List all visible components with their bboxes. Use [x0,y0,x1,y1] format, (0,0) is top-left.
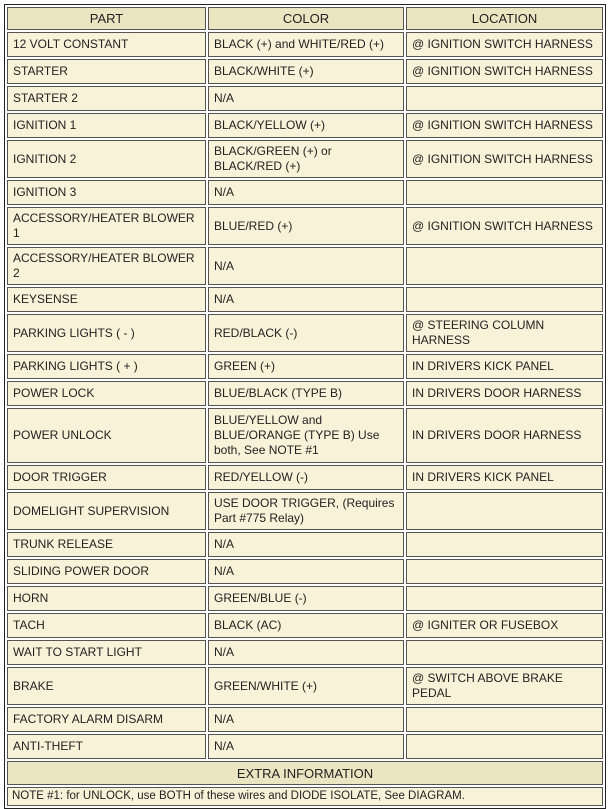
table-row [7,640,603,665]
color-cell: USE DOOR TRIGGER, (Requires Part #775 Relay) [208,492,404,530]
table-row [7,532,603,557]
part-cell: POWER LOCK [7,381,206,406]
color-cell: N/A [208,86,404,111]
table-row [7,287,603,312]
location-cell [406,707,603,732]
part-cell: SLIDING POWER DOOR [7,559,206,584]
location-cell [406,180,603,205]
location-cell: @ IGNITION SWITCH HARNESS [406,140,603,178]
color-cell: N/A [208,287,404,312]
column-header-location: LOCATION [406,7,603,30]
part-cell: ACCESSORY/HEATER BLOWER 2 [7,247,206,285]
color-cell: N/A [208,180,404,205]
table-row [7,140,603,178]
table-row [7,492,603,530]
part-cell: PARKING LIGHTS ( + ) [7,354,206,379]
color-cell: BLACK/YELLOW (+) [208,113,404,138]
column-header-color: COLOR [208,7,404,30]
location-cell: @ IGNITION SWITCH HARNESS [406,207,603,245]
extra-information-title: EXTRA INFORMATION [7,761,603,785]
location-cell [406,86,603,111]
location-cell: @ IGNITER OR FUSEBOX [406,613,603,638]
color-cell: N/A [208,532,404,557]
color-cell: N/A [208,559,404,584]
color-cell: BLACK/GREEN (+) or BLACK/RED (+) [208,140,404,178]
note-text: NOTE #1: for UNLOCK, use BOTH of these wires and DIODE ISOLATE, See DIAGRAM. [7,787,603,806]
color-cell: GREEN/BLUE (-) [208,586,404,611]
table-row [7,59,603,84]
color-cell: N/A [208,734,404,759]
location-cell: IN DRIVERS DOOR HARNESS [406,381,603,406]
color-cell: N/A [208,247,404,285]
table-row [7,559,603,584]
table-row [7,586,603,611]
note-row [7,787,603,806]
location-cell [406,287,603,312]
part-cell: STARTER [7,59,206,84]
location-cell [406,586,603,611]
table-row [7,180,603,205]
part-cell: IGNITION 1 [7,113,206,138]
part-cell: ANTI-THEFT [7,734,206,759]
table-row [7,613,603,638]
color-cell: N/A [208,640,404,665]
location-cell [406,559,603,584]
table-row [7,734,603,759]
table-row [7,381,603,406]
table-row [7,667,603,705]
location-cell [406,247,603,285]
table-row [7,113,603,138]
color-cell: BLACK (AC) [208,613,404,638]
location-cell [406,532,603,557]
part-cell: FACTORY ALARM DISARM [7,707,206,732]
location-cell: IN DRIVERS KICK PANEL [406,354,603,379]
location-cell: @ IGNITION SWITCH HARNESS [406,113,603,138]
table-row [7,465,603,490]
extra-information-header-row [7,761,603,785]
part-cell: IGNITION 3 [7,180,206,205]
part-cell: BRAKE [7,667,206,705]
color-cell: GREEN (+) [208,354,404,379]
table-row [7,86,603,111]
location-cell [406,492,603,530]
color-cell: BLACK (+) and WHITE/RED (+) [208,32,404,57]
location-cell: @ SWITCH ABOVE BRAKE PEDAL [406,667,603,705]
color-cell: N/A [208,707,404,732]
color-cell: RED/YELLOW (-) [208,465,404,490]
part-cell: TACH [7,613,206,638]
table-row [7,207,603,245]
color-cell: BLUE/RED (+) [208,207,404,245]
location-cell [406,640,603,665]
part-cell: ACCESSORY/HEATER BLOWER 1 [7,207,206,245]
part-cell: TRUNK RELEASE [7,532,206,557]
part-cell: 12 VOLT CONSTANT [7,32,206,57]
color-cell: BLACK/WHITE (+) [208,59,404,84]
part-cell: KEYSENSE [7,287,206,312]
color-cell: BLUE/BLACK (TYPE B) [208,381,404,406]
table-row [7,32,603,57]
table-row [7,247,603,285]
table-row [7,408,603,463]
part-cell: HORN [7,586,206,611]
part-cell: WAIT TO START LIGHT [7,640,206,665]
location-cell: @ IGNITION SWITCH HARNESS [406,59,603,84]
table-row [7,314,603,352]
part-cell: IGNITION 2 [7,140,206,178]
part-cell: POWER UNLOCK [7,408,206,463]
part-cell: DOOR TRIGGER [7,465,206,490]
color-cell: GREEN/WHITE (+) [208,667,404,705]
part-cell: STARTER 2 [7,86,206,111]
location-cell: IN DRIVERS DOOR HARNESS [406,408,603,463]
part-cell: DOMELIGHT SUPERVISION [7,492,206,530]
table-row [7,354,603,379]
part-cell: PARKING LIGHTS ( - ) [7,314,206,352]
location-cell: @ STEERING COLUMN HARNESS [406,314,603,352]
wiring-chart-table [4,4,606,809]
location-cell: @ IGNITION SWITCH HARNESS [406,32,603,57]
location-cell [406,734,603,759]
column-header-part: PART [7,7,206,30]
color-cell: RED/BLACK (-) [208,314,404,352]
header-row [7,7,603,30]
color-cell: BLUE/YELLOW and BLUE/ORANGE (TYPE B) Use both, See NOTE #1 [208,408,404,463]
location-cell: IN DRIVERS KICK PANEL [406,465,603,490]
table-row [7,707,603,732]
